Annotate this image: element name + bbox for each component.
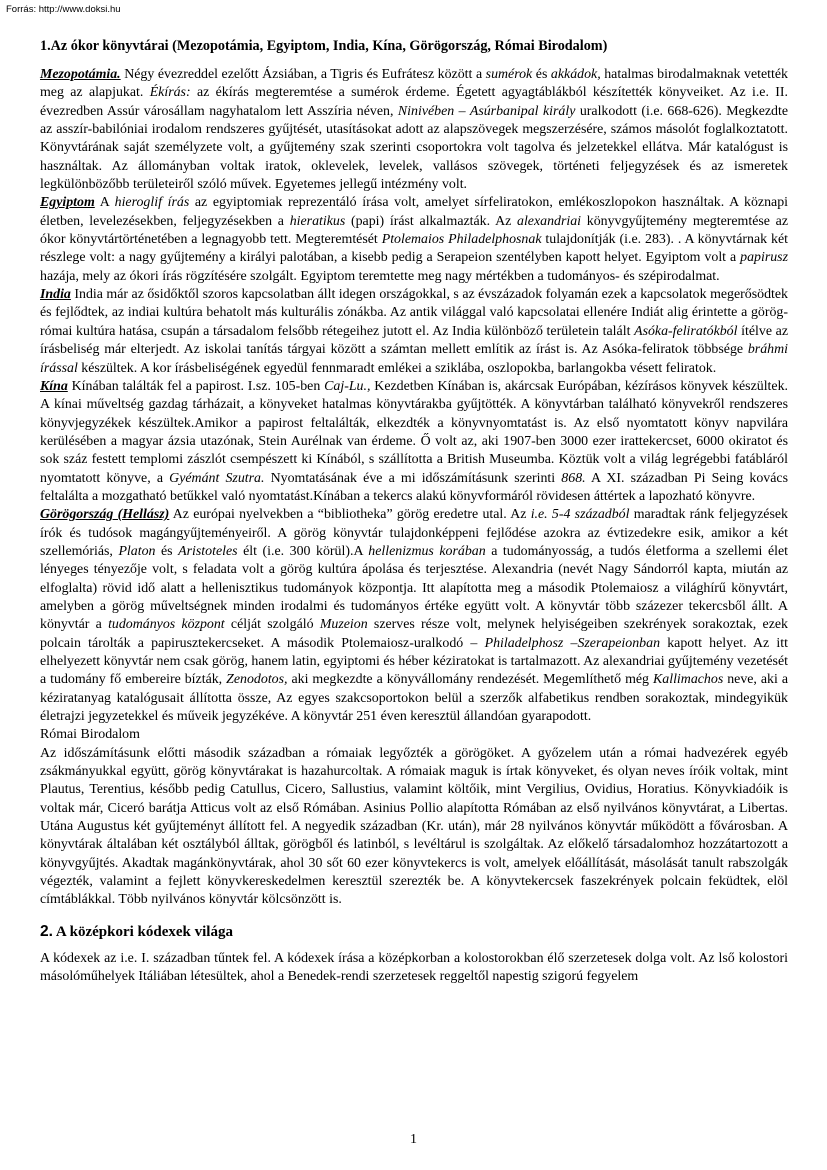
paragraph-india: India India már az ősidőktől szoros kapcsolatban állt idegen országokkal, s az évszázadok folyamán ezek a kapcsolatok megerősödtek és fejlődtek, az indiai kultúra behatolt más kulturális zónákba. Az antik világgal való kapcsolatai ellenére Indiát alig érintette a görög-római kultúra hatása, csupán a társadalom felsőbb rétegeihez jutott el. Az India különböző területein talált Asóka-feliratókból ítélve az írásbeliség már elterjedt. Az iskolai tanítás tárgyai között a számtan mellett említik az írást is. Az Asóka-feliratok többsége bráhmi írással készültek. A kor írásbeliségének egyedül fennmaradt emlékei a sziklába, oszlopokba, barlangokba vésett feliratok. bbox=[40, 287, 788, 376]
heading-romai: Római Birodalom bbox=[40, 727, 140, 743]
heading-mezopotamia: Mezopotámia. bbox=[40, 67, 121, 82]
heading-gorogorszag: Görögország (Hellász) bbox=[40, 507, 170, 523]
section-2-heading: 2. A középkori kódexek világa bbox=[40, 922, 233, 940]
page-number: 1 bbox=[410, 1132, 417, 1147]
paragraph-egyiptom: Egyiptom A hieroglif írás az egyiptomiak reprezentáló írása volt, amelyet sírfeliratokon, emlékoszlopokon használtak. A köznapi életben, levelezésekben, feljegyzésekben a hieratikus (papi) írást alkalmazták. Az alexandriai könyvgyűjtemény megteremtése az ókor könyvtártörténetében a legnagyobb tett. Megteremtését Ptolemaios Philadelphosnak tulajdonítják (i.e. 283). . A könyvtárnak két részlege volt: a nagy gyűjtemény a királyi palotában, a kisebb pedig a Serapeion szentélyben kapott helyet. Egyiptom volt a papirusz hazája, mely az ókori írás rögzítésére szolgált. Egyiptom teremtette meg nagy mértékben a tudományos- és szépirodalmat. bbox=[40, 195, 789, 284]
paragraph-kina: Kína Kínában találták fel a papirost. I.sz. 105-ben Caj-Lu., Kezdetben Kínában is, akárcsak Európában, kézírásos könyvek készültek. A kínai műveltség gazdag tárházait, a könyveket hatalmas könyvtárakba gyűjtötték. A könyvtárban található könyvekről rendszeres könyvjegyzékek készültek.Amikor a papirost feltalálták, elkezdték a könyvnyomtatást is. Az első nyomtatott könyv napvilára kerülésében a magyar ázsia utazónak, Stein Aurélnak van érdeme. Ő volt az, aki 1907-ben 3000 ezer irattekercset, 6000 okiratot és sok száz festett templomi zászlót csempészett ki Kínából, s szállította a British Museumba. Köztük volt a világ legrégebbi fatábláról nyomtatott könyve, a Gyémánt Szutra. Nyomtatásának éve a mi időszámításunk szerinti 868. A XI. században Pi Seing kovács feltalálta a mozgatható betűkkel való nyomtatást.Kínában a tekercs alakú könyvformáról rövidesen áttértek a lapozható könyvre. bbox=[40, 378, 789, 504]
document-page bbox=[40, 38, 788, 987]
heading-india: India bbox=[40, 287, 71, 303]
heading-egyiptom: Egyiptom bbox=[40, 195, 95, 211]
source-url: Forrás: http://www.doksi.hu bbox=[6, 4, 121, 15]
paragraph-romai: Az időszámításunk előtti második században a rómaiak legyőzték a görögöket. A győzelem után a római hadvezérek egyéb zsákmányukkal együtt, görög könyvtárakat is hazahurcoltak. A rómaiak maguk is írtak könyveket, és olyan neves íróik voltak, mint Plautus, Terentius, később pedig Catullus, Cicero, Sallustius, valamint költőik, mint Vergilius, Ovidius, Horatius. Könyvkiadóik is voltak már, Ciceró barátja Atticus volt az első Rómában. Asinius Pollio alapította Rómában az első nyilvános könyvtárat, a Libertas. Utána Augustus két gyűjteményt állított fel. A negyedik században (Kr. után), már 28 nyilvános könyvtár működött a fővárosban. A könyvtárak általában két osztályból álltak, görögből és latinból, s levéltárul is szolgáltak. Az előkelő társadalomhoz hozzátartozott a könyvgyűjtés. Akadtak magánkönyvtárak, ahol 30 sőt 60 ezer könyvtekercs is volt, amelyek előállítását, másolását tanult rabszolgák végezték, valamint a fejlett könyvkereskedelmen keresztül szerezték be. A könyvtekercsek faszekrények polcain feküdtek, elöl címtáblákkal. Több nyilvános könyvtár kölcsönzött is. bbox=[40, 745, 788, 908]
paragraph-mezopotamia: Mezopotámia. Négy évezreddel ezelőtt Ázsiában, a Tigris és Eufrátesz között a sumérok és akkádok, hatalmas birodalmaknak vetették meg az alapjukat. Ékírás: az ékírás megteremtése a sumérok érdeme. Égetett agyagtáblákból készítették könyveiket. Az i.e. II. évezredben Assúr városállam nagyhatalom lett Asszíria néven, Ninivében – Asúrbanipal király uralkodott (i.e. 668-626). Megkezdte az asszír-babilóniai irodalom rendszeres gyűjtését, utasításokat adott az alapszövegek megszerzésére, számos másolót foglalkoztatott. Könyvtárának saját személyzete volt, a gyűjtemény szak szerinti csoportokra volt tagolva és jelzetekkel ellátva. Már katalógust is használtak. Az állományban voltak iratok, oklevelek, levelek, vallásos szövegek, történeti feljegyzések és az ismeretek legkülönbözőbb területeiről szóló művek. Egyetemes jellegű intézmény volt. bbox=[40, 67, 789, 193]
paragraph-gorogorszag: Görögország (Hellász) Az európai nyelvekben a “bibliotheka” görög eredetre utal. Az i.e. 5-4 századból maradtak ránk feljegyzések írók és tudósok magángyűjteményeiről. A görög könyvtár tulajdonképpeni fejlődése azokra az évtizedekre esik, amikor a két szellemóriás, Platon és Aristoteles élt (i.e. 300 körül).A hellenizmus korában a tudományosság, a tudós életforma a szellemi élet lényeges tényezője volt, s feladata volt a görög kultúra ápolása és terjesztése. Alexandria (nevét Nagy Sándorról kapta, miután az elfoglalta) rövid idő alatt a hellenisztikus tudományok központja. Itt alapította meg a második Ptolemaiosz a világhírű könyvtárt, amelyben a görög műveltségnek minden irodalmi és tudományos értéke együtt volt. A könyvtár több százezer tekercsből állt. A könyvtár a tudományos központ célját szolgáló Muzeion szerves része volt, melynek helyiségeiben szekrények sorakoztak, ezek polcain tárolták a papirusztekercseket. A második Ptolemaiosz-uralkodó – Philadelphosz –Szerapeionban kapott helyet. Az itt elhelyezett könyvtár nem csak görög, hanem latin, egyiptomi és héber kéziratokat is tartalmazott. Az alexandriai gyűjtemény vezetését a tudomány fő embereire bízták, Zenodotos, aki megkezdte a könyvállomány rendezését. Megemlíthető még Kallimachos neve, aki a kéziratanyag katalógusait állította össze, Az egyes szakcsoportokon belül a szerzők alfabetikus rendben sorakoztak, mindegyikük életrajzi jegyzetekkel és műveik jegyzékéve. A könyvtár 251 éven keresztül állandóan gyarapodott. bbox=[40, 507, 789, 725]
heading-kina: Kína bbox=[40, 378, 68, 394]
paragraph-kodexek: A kódexek az i.e. I. században tűntek fel. A kódexek írása a középkorban a kolostorokban élő szerzetesek dolga volt. Az lső kolostori másolóműhelyek Itáliában létesültek, ahol a Benedek-rendi szerzetesek reggeltől napestig szigorú fegyelem bbox=[40, 950, 788, 985]
page-title: 1.Az ókor könyvtárai (Mezopotámia, Egyiptom, India, Kína, Görögország, Római Birodalom) bbox=[40, 38, 608, 54]
